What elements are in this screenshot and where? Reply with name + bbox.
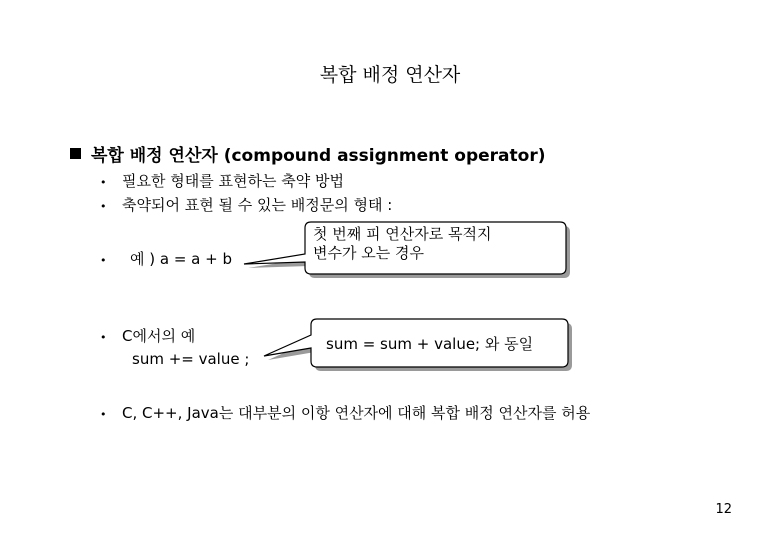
bullet-text: C, C++, Java는 대부분의 이항 연산자에 대해 복합 배정 연산자를 허용 bbox=[122, 404, 591, 422]
section-heading-text: 복합 배정 연산자 (compound assignment operator) bbox=[91, 146, 546, 166]
bullet-dot-icon: • bbox=[100, 200, 107, 213]
callout-2-text: sum = sum + value; 와 동일 bbox=[326, 335, 534, 353]
callout-1-line-1: 첫 번째 피 연산자로 목적지 bbox=[313, 225, 492, 243]
callout-1-line-2: 변수가 오는 경우 bbox=[313, 244, 424, 262]
bullet-dot-icon: • bbox=[100, 176, 107, 189]
bullet-text: C에서의 예 bbox=[122, 327, 196, 345]
bullet-text: 축약되어 표현 될 수 있는 배정문의 형태 : bbox=[122, 196, 393, 214]
bullet-subtext: sum += value ; bbox=[132, 350, 250, 368]
bullet-text: 필요한 형태를 표현하는 축약 방법 bbox=[122, 172, 344, 190]
page-number: 12 bbox=[715, 502, 732, 517]
bullet-dot-icon: • bbox=[100, 254, 107, 267]
bullet-dot-icon: • bbox=[100, 408, 107, 421]
slide-title: 복합 배정 연산자 bbox=[319, 64, 461, 86]
bullet-dot-icon: • bbox=[100, 331, 107, 344]
bullet-text: 예 ) a = a + b bbox=[130, 250, 232, 268]
